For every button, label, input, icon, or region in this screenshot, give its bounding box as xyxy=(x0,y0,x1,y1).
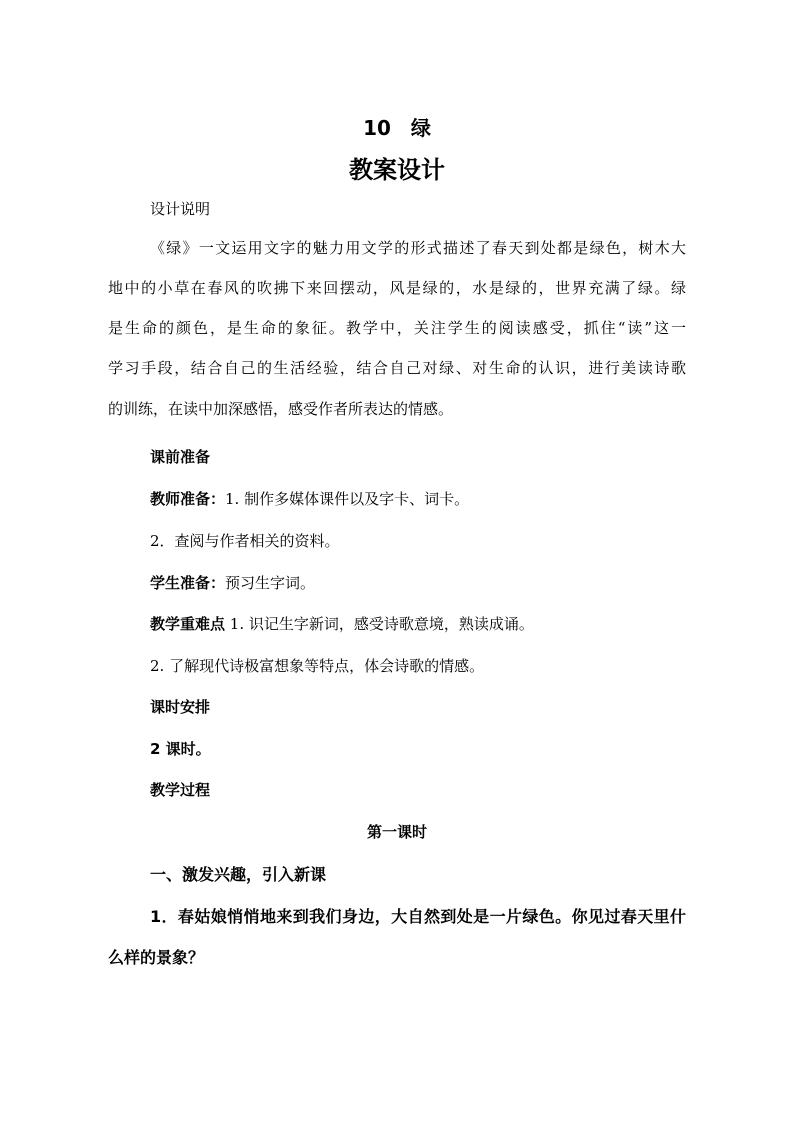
schedule-value: 2 课时。 xyxy=(150,740,211,758)
key-points-item-2: 2. 了解现代诗极富想象等特点，体会诗歌的情感。 xyxy=(150,657,485,675)
page-subtitle: 教案设计 xyxy=(349,156,445,184)
teacher-prep-item-1: 1. 制作多媒体课件以及字卡、词卡。 xyxy=(225,490,470,508)
schedule-heading: 课时安排 xyxy=(150,698,211,716)
design-note-line-2: 地中的小草在春风的吹拂下来回摆动，风是绿的，水是绿的，世界充满了绿。绿 xyxy=(108,279,686,297)
design-note-line-1: 《绿》一文运用文字的魅力用文学的形式描述了春天到处都是绿色，树木大 xyxy=(150,239,686,257)
question-1-line-2: 么样的景象？ xyxy=(108,948,205,967)
section-one-heading: 一、激发兴趣，引入新课 xyxy=(150,865,327,884)
student-prep-label: 学生准备： xyxy=(150,574,226,592)
design-note-line-5: 的训练，在读中加深感悟，感受作者所表达的情感。 xyxy=(108,400,454,418)
student-prep-line xyxy=(150,572,315,593)
preparation-heading: 课前准备 xyxy=(150,448,211,466)
teacher-prep-item-2: 2．查阅与作者相关的资料。 xyxy=(150,532,340,550)
key-points-item-1: 1. 识记生字新词，感受诗歌意境，熟读成诵。 xyxy=(225,615,534,633)
lesson-title: 10 绿 xyxy=(363,116,431,140)
design-note-heading: 设计说明 xyxy=(150,200,211,218)
student-prep-text: 预习生字词。 xyxy=(225,574,316,592)
key-points-label: 教学重难点 xyxy=(150,615,226,633)
teacher-prep-label: 教师准备： xyxy=(150,490,226,508)
design-note-line-4: 学习手段，结合自己的生活经验，结合自己对绿、对生命的认识，进行美读诗歌 xyxy=(108,359,686,377)
key-points-line-1 xyxy=(150,613,534,634)
process-heading: 教学过程 xyxy=(150,781,211,799)
design-note-line-3: 是生命的颜色，是生命的象征。教学中，关注学生的阅读感受，抓住“读”这一 xyxy=(108,319,686,337)
question-1-line-1: 1．春姑娘悄悄地来到我们身边，大自然到处是一片绿色。你见过春天里什 xyxy=(150,907,686,926)
teacher-prep-line xyxy=(150,488,469,509)
lesson-one-heading: 第一课时 xyxy=(366,823,427,841)
